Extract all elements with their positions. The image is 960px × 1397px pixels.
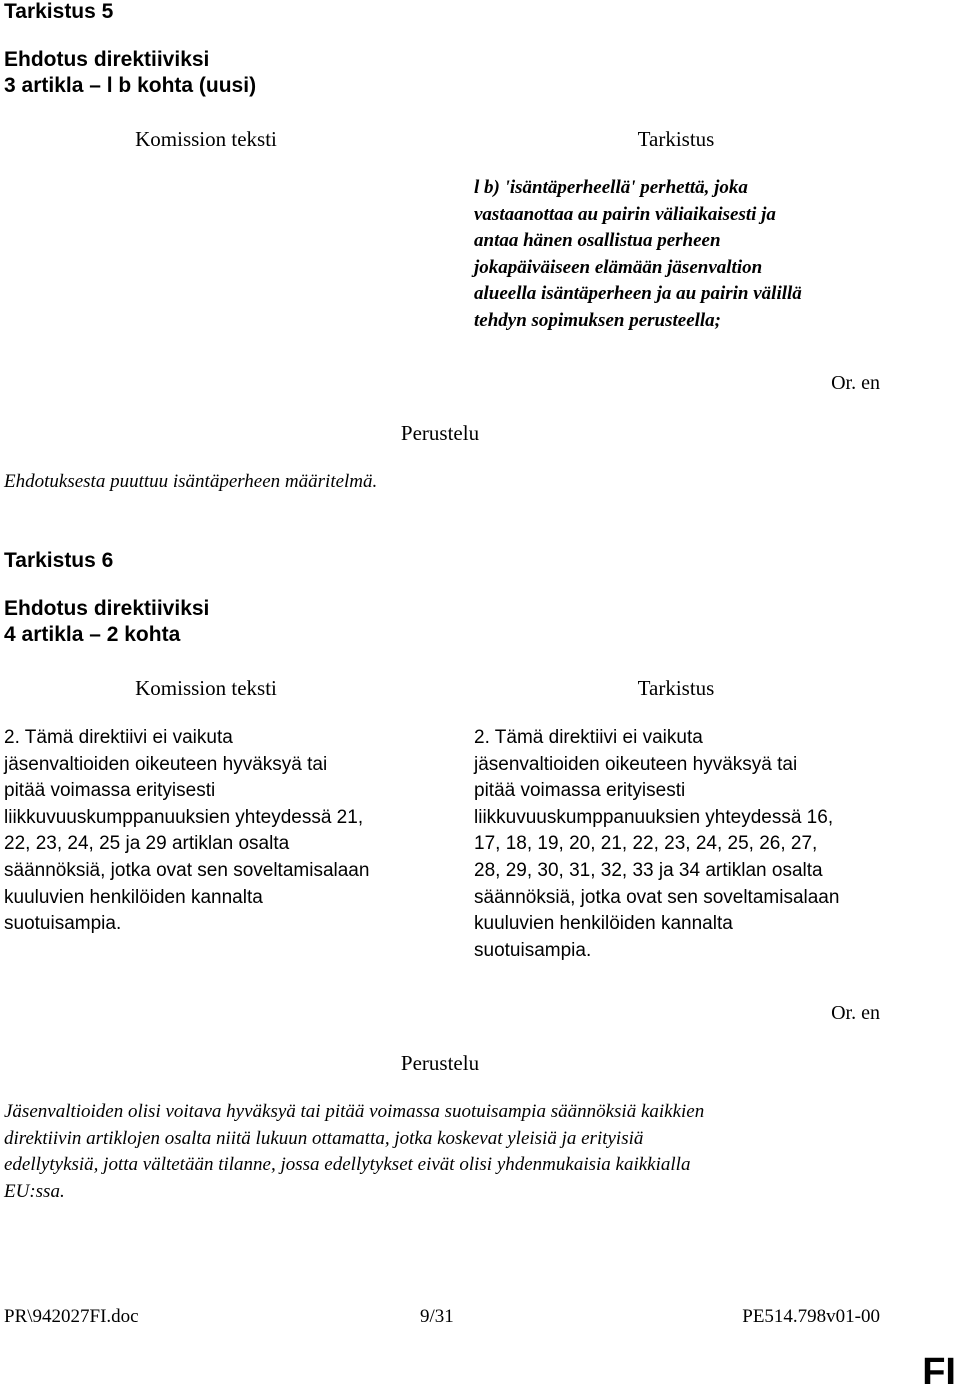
text-line: suotuisampia. xyxy=(474,939,592,961)
text-line: säännöksiä, jotka ovat sen soveltamisalaan xyxy=(4,859,370,881)
text-line: l b) 'isäntäperheellä' perhettä, joka xyxy=(474,177,748,198)
footer-page-number: 9/31 xyxy=(420,1306,454,1327)
text-line: antaa hänen osallistua perheen xyxy=(474,230,721,252)
amendment-5-amendment-header: Tarkistus xyxy=(637,127,715,151)
text-line: pitää voimassa erityisesti xyxy=(474,780,686,802)
amendment-5-justification-heading: Perustelu xyxy=(400,421,480,445)
amendment-6-justification-text xyxy=(4,1099,904,1205)
text-line: jäsenvaltioiden oikeuteen hyväksyä tai xyxy=(474,753,798,775)
text-line: 28, 29, 30, 31, 32, 33 ja 34 artiklan osalta xyxy=(474,859,823,881)
text-line: säännöksiä, jotka ovat sen soveltamisalaan xyxy=(474,886,840,908)
text-line: EU:ssa. xyxy=(4,1180,65,1202)
amendment-6-amendment-text xyxy=(474,725,914,964)
text-line: jokapäiväiseen elämään jäsenvaltion xyxy=(474,256,763,278)
footer-pe-reference: PE514.798v01-00 xyxy=(742,1306,880,1327)
text-line: alueella isäntäperheen ja au pairin välillä xyxy=(474,283,802,305)
text-line: edellytyksiä, jotta vältetään tilanne, jossa edellytykset eivät olisi yhdenmukaisia kaikkialla xyxy=(4,1154,691,1176)
text-line: kuuluvien henkilöiden kannalta xyxy=(474,913,733,935)
text-line: 22, 23, 24, 25 ja 29 artiklan osalta xyxy=(4,833,290,855)
amendment-5-amendment-text xyxy=(474,175,894,335)
amendment-6-commission-text-header: Komission teksti xyxy=(135,676,277,700)
amendment-6-justification-heading: Perustelu xyxy=(400,1051,480,1075)
text-line: suotuisampia. xyxy=(4,913,122,935)
footer-language-code: FI xyxy=(922,1351,956,1393)
text-line: kuuluvien henkilöiden kannalta xyxy=(4,886,263,908)
text-line: jäsenvaltioiden oikeuteen hyväksyä tai xyxy=(4,753,328,775)
footer-doc-reference: PR\942027FI.doc xyxy=(4,1306,139,1327)
amendment-5-title: Tarkistus 5 xyxy=(4,0,114,23)
amendment-6-article: 4 artikla – 2 kohta xyxy=(4,623,181,646)
amendment-6-commission-text xyxy=(4,725,424,938)
amendment-6-original-language: Or. en xyxy=(831,1002,880,1024)
text-line: 17, 18, 19, 20, 21, 22, 23, 24, 25, 26, 27, xyxy=(474,833,818,855)
amendment-5-commission-text-header: Komission teksti xyxy=(135,127,277,151)
amendment-5-proposal: Ehdotus direktiiviksi xyxy=(4,48,210,71)
amendment-5-original-language: Or. en xyxy=(831,372,880,394)
text-line: 2. Tämä direktiivi ei vaikuta xyxy=(474,727,703,748)
text-line: liikkuvuuskumppanuuksien yhteydessä 16, xyxy=(474,806,834,828)
text-line: 2. Tämä direktiivi ei vaikuta xyxy=(4,727,233,748)
text-line: pitää voimassa erityisesti xyxy=(4,780,216,802)
amendment-5-article: 3 artikla – l b kohta (uusi) xyxy=(4,74,257,97)
text-line: tehdyn sopimuksen perusteella; xyxy=(474,309,722,331)
text-line: vastaanottaa au pairin väliaikaisesti ja xyxy=(474,203,776,225)
text-line: direktiivin artiklojen osalta niitä lukuun ottamatta, jotka koskevat yleisiä ja erityisiä xyxy=(4,1127,644,1149)
text-line: Jäsenvaltioiden olisi voitava hyväksyä tai pitää voimassa suotuisampia säännöksiä kaikkien xyxy=(4,1101,705,1122)
amendment-6-proposal: Ehdotus direktiiviksi xyxy=(4,597,210,620)
amendment-6-amendment-header: Tarkistus xyxy=(637,676,715,700)
text-line: liikkuvuuskumppanuuksien yhteydessä 21, xyxy=(4,806,364,828)
amendment-5-justification-text: Ehdotuksesta puuttuu isäntäperheen määritelmä. xyxy=(4,471,378,492)
amendment-6-title: Tarkistus 6 xyxy=(4,549,114,572)
